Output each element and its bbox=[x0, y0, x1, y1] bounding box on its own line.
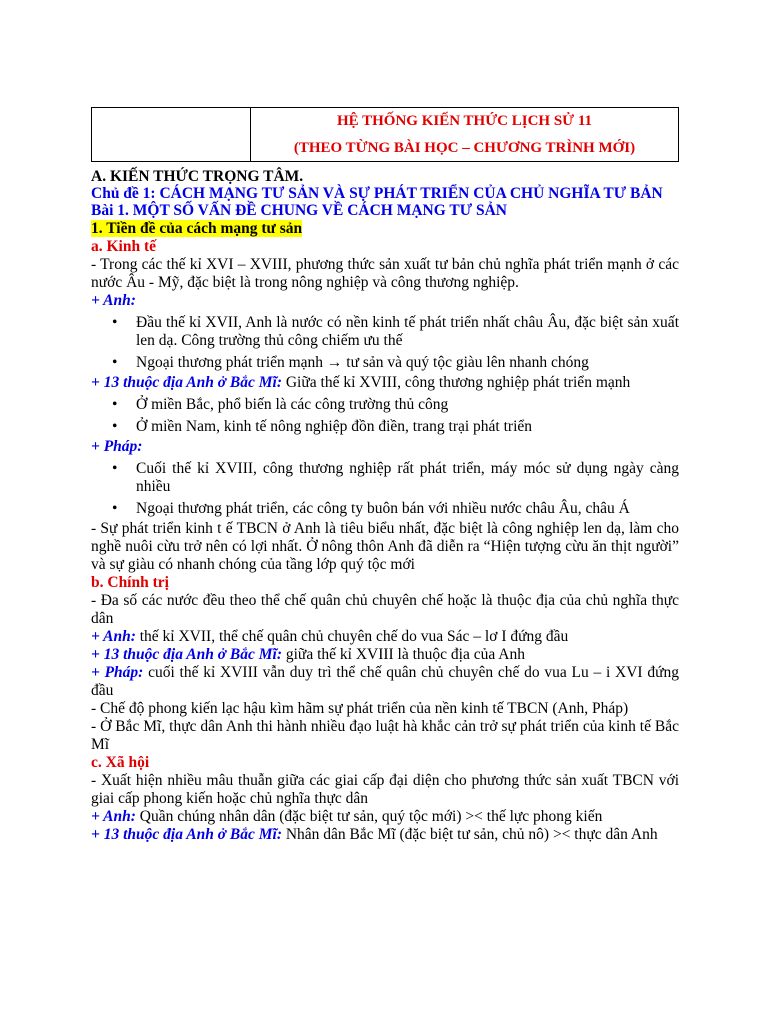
politics-france-text: cuối thế kỉ XVIII vẫn duy trì thể chế quân chủ chuyên chế do vua Lu – i XVI đứng đầu bbox=[91, 664, 679, 699]
politics-england-text: thế kỉ XVII, thể chế quân chủ chuyên chế do vua Sác – lơ I đứng đầu bbox=[135, 628, 569, 645]
economy-england-list bbox=[91, 314, 679, 372]
header-empty-cell bbox=[92, 108, 251, 162]
header-table bbox=[91, 107, 679, 162]
politics-colonies-label: + 13 thuộc địa Anh ở Bắc Mĩ: bbox=[91, 646, 282, 663]
society-colonies-text: Nhân dân Bắc Mĩ (đặc biệt tư sản, chủ nô) >< thực dân Anh bbox=[281, 826, 658, 843]
economy-england-label: + Anh: bbox=[91, 292, 136, 309]
premise-heading-text: 1. Tiền đề của cách mạng tư sản bbox=[91, 220, 303, 237]
society-england-text: Quần chúng nhân dân (đặc biệt tư sản, quý tộc mới) >< thế lực phong kiến bbox=[135, 808, 603, 825]
society-intro: - Xuất hiện nhiều mâu thuẫn giữa các giai cấp đại diện cho phương thức sản xuất TBCN với giai cấp phong kiến hoặc chủ nghĩa thực dân bbox=[91, 772, 679, 807]
list-item: • Đầu thế kỉ XVII, Anh là nước có nền kinh tế phát triển nhất châu Âu, đặc biệt sản xuất len dạ. Công trường thủ công chiếm ưu thế bbox=[91, 314, 679, 350]
society-colonies-label: + 13 thuộc địa Anh ở Bắc Mĩ: bbox=[91, 826, 282, 843]
list-item: • Ngoại thương phát triển mạnh → tư sản và quý tộc giàu lên nhanh chóng bbox=[91, 354, 679, 372]
economy-intro: - Trong các thế kỉ XVI – XVIII, phương thức sản xuất tư bản chủ nghĩa phát triển mạnh ở các nước Âu - Mỹ, đặc biệt là trong nông nghiệp và công thương nghiệp. bbox=[91, 256, 679, 291]
politics-colonies-text: giữa thế kỉ XVIII là thuộc địa của Anh bbox=[281, 646, 525, 663]
economy-colonies-text: Giữa thế kỉ XVIII, công thương nghiệp phát triển mạnh bbox=[281, 374, 631, 391]
economy-colonies-paragraph bbox=[91, 374, 679, 392]
economy-france-label: + Pháp: bbox=[91, 438, 143, 455]
list-item: • Ở miền Nam, kinh tế nông nghiệp đồn điền, trang trại phát triển bbox=[91, 418, 679, 436]
politics-france bbox=[91, 664, 679, 700]
topic-heading: Chủ đề 1: CÁCH MẠNG TƯ SẢN VÀ SỰ PHÁT TRIỂN CỦA CHỦ NGHĨA TƯ BẢN bbox=[91, 185, 663, 202]
header-title-cell bbox=[251, 108, 679, 162]
politics-england-label: + Anh: bbox=[91, 628, 136, 645]
society-england-label: + Anh: bbox=[91, 808, 136, 825]
list-item: • Cuối thế kỉ XVIII, công thương nghiệp rất phát triển, máy móc sử dụng ngày càng nhiều bbox=[91, 460, 679, 496]
society-england bbox=[91, 808, 679, 826]
society-heading: c. Xã hội bbox=[91, 754, 150, 771]
politics-intro: - Đa số các nước đều theo thể chế quân chủ chuyên chế hoặc là thuộc địa của chủ nghĩa thực dân bbox=[91, 592, 679, 627]
premise-heading bbox=[91, 220, 679, 238]
politics-colonies bbox=[91, 646, 679, 664]
economy-summary: - Sự phát triển kinh t ế TBCN ở Anh là tiêu biểu nhất, đặc biệt là công nghiệp len dạ, làm cho nghề nuôi cừu trở nên có lợi nhất. Ở nông thôn Anh đã diễn ra “Hiện tượng cừu ăn thịt người” và sự giàu có nhanh chóng của tầng lớp quý tộc mới bbox=[91, 520, 679, 573]
politics-feudal: - Chế độ phong kiến lạc hậu kìm hãm sự phát triển của nền kinh tế TBCN (Anh, Pháp) bbox=[91, 700, 629, 717]
document-body bbox=[91, 168, 679, 844]
economy-colonies-label: + 13 thuộc địa Anh ở Bắc Mĩ: bbox=[91, 374, 282, 391]
list-item: • Ở miền Bắc, phổ biến là các công trường thủ công bbox=[91, 396, 679, 414]
document-subtitle: (THEO TỪNG BÀI HỌC – CHƯƠNG TRÌNH MỚI) bbox=[293, 140, 636, 156]
lesson-heading: Bài 1. MỘT SỐ VẤN ĐỀ CHUNG VỀ CÁCH MẠNG TƯ SẢN bbox=[91, 202, 507, 219]
list-item: • Ngoại thương phát triển, các công ty buôn bán với nhiều nước châu Âu, châu Á bbox=[91, 500, 679, 518]
society-colonies bbox=[91, 826, 679, 844]
economy-heading: a. Kinh tế bbox=[91, 238, 157, 255]
economy-colonies-list bbox=[91, 396, 679, 436]
politics-heading: b. Chính trị bbox=[91, 574, 169, 591]
politics-north-america: - Ở Bắc Mĩ, thực dân Anh thi hành nhiều đạo luật hà khắc cản trở sự phát triển của kinh tế Bắc Mĩ bbox=[91, 718, 679, 753]
politics-france-label: + Pháp: bbox=[91, 664, 144, 681]
economy-france-list bbox=[91, 460, 679, 518]
politics-england bbox=[91, 628, 679, 646]
document-title: HỆ THỐNG KIẾN THỨC LỊCH SỬ 11 bbox=[336, 113, 593, 129]
section-a-heading: A. KIẾN THỨC TRỌNG TÂM. bbox=[91, 168, 304, 185]
